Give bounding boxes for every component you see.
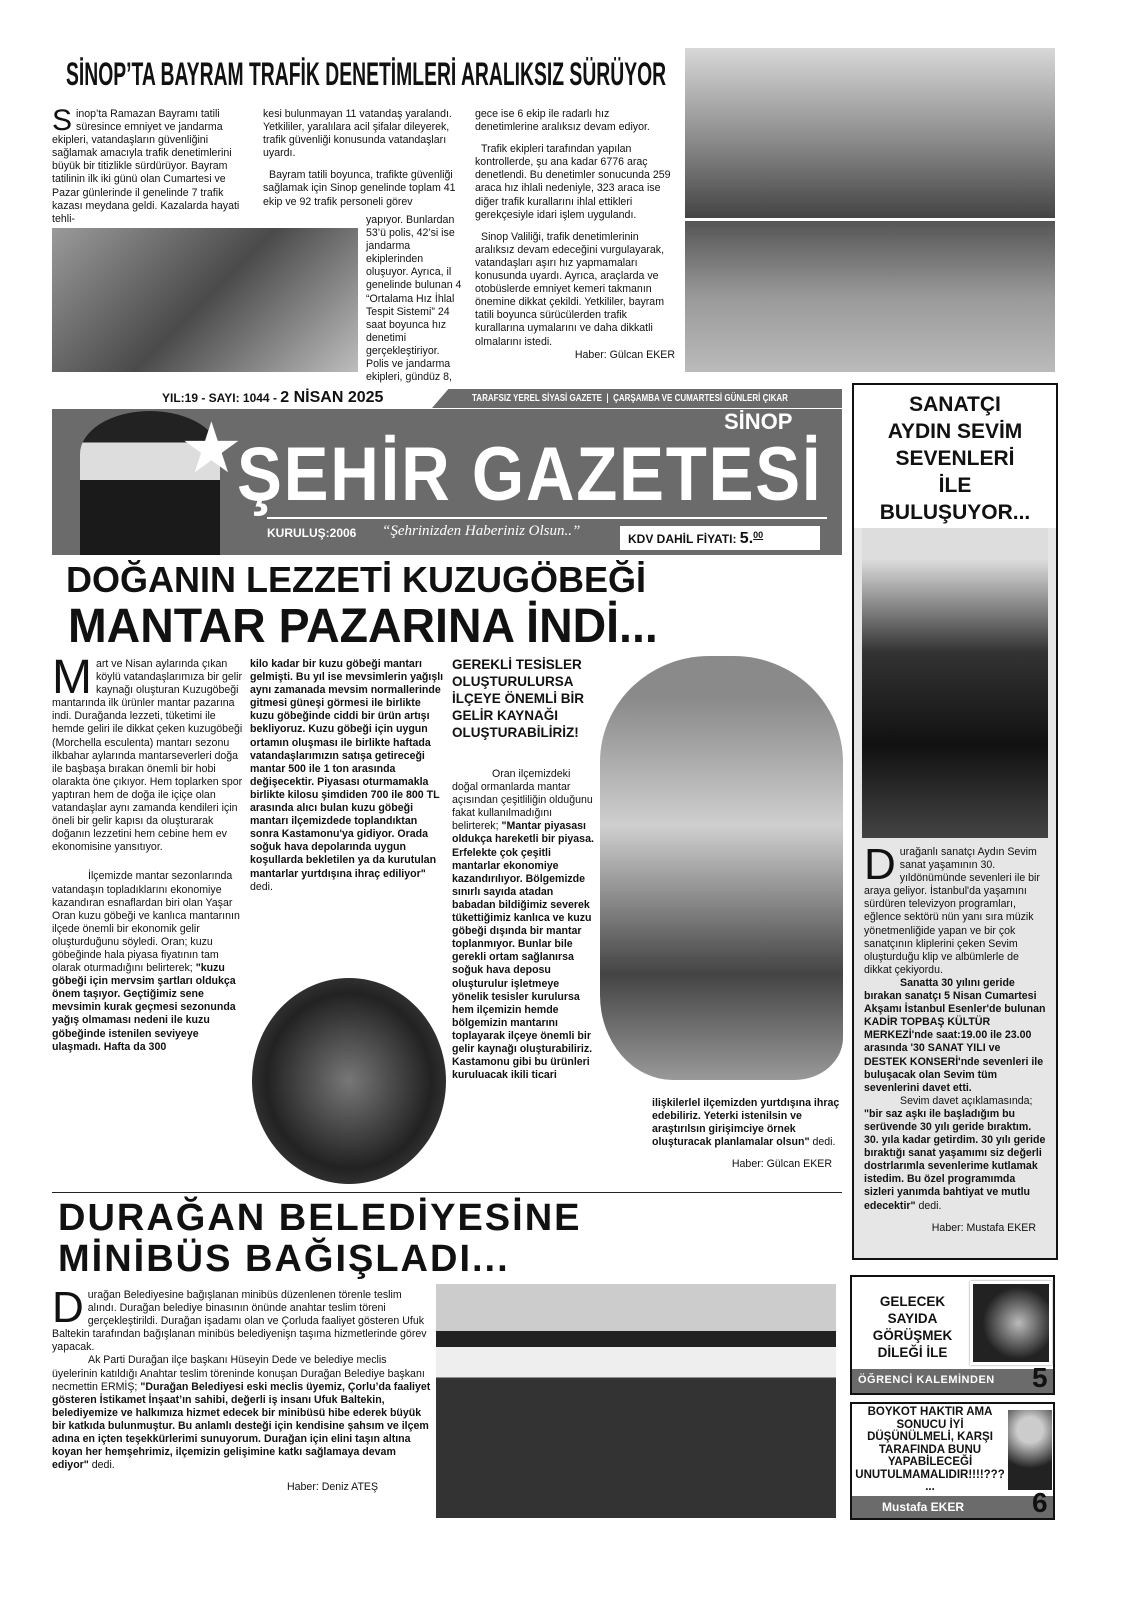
masthead-city: SİNOP [724,409,793,434]
paragraph: Sinop Valiliği, trafik denetimlerinin aralıksız devam edeceğini vurgulayarak, vatandaşları aşırı hız yapmamaları konusunda uyardı. Ayrıca, araçlarda ve otobüslerde emniyet kemeri takmanın önemine dikkat çekildi. Yetkililer, bayram tatili boyunca sürücülerden trafik kurallarına uymalarını ve daha dikkatli olmalarını istedi. [475,230,665,348]
traffic-headline: SİNOP’TA BAYRAM TRAFİK DENETİMLERİ ARALIKSIZ SÜRÜYOR [66,56,667,92]
morel-mushrooms-photo [252,978,446,1184]
page-number: 5 [1032,1362,1048,1393]
paragraph: kesi bulunmayan 11 vatandaş yaralandı. Yetkililer, yaralılara acil şifalar dileyerek, trafik güvenliği konusunda vatandaşları uyardı. [263,108,452,160]
newspaper-title: ŞEHİR GAZETESİ [237,432,823,517]
traffic-col3 [475,108,675,362]
mushroom-col1: Mart ve Nisan aylarında çıkan köylü vatandaşlarımıza bir gelir kaynağı oluşturan Kuzugöbeği mantarında ilk ürünler mantar pazarına indi. Durağanda lezzeti, tüketimi ile hemde geliri ile dikkat çeken kuzugöbeği (Morchella esculenta) mantarı sezonu ilkbahar aylarında mantarseverleri doğa ile başbaşa bırakan önemli bir hobi olarakta öne çıkıyor. Hem toplarken spor yaptıran hem de doğa ile içiçe olan vatandaşlar aynı zamanda kendileri için öneli bir gelir kapısı da oluşturarak doğanın lezzetini hem cebine hem ev ekonomisine yansıtıyor. İlçemizde mantar sezonlarında vatandaşın topladıklarını ekonomiye kazandıran esnaflardan biri olan Yaşar Oran kuzu göbeği ve kanlıca mantarının ilçede önemli bir ekonomik gelir oluşturduğunu söyledi. Oran; kuzu göbeğinde hala piyasa fiyatının tam olarak oturmadığını belirterek; "kuzu göbeği için mervsim şartları oldukça önem taşıyor. Geçtiğimiz sene mevsimin kurak geçmesi sezonunda yağış olmaması nedeni ile kuzu göbeğinde istenilen seviyeye ulaşmadı. Hafta da 300 [52,651,243,1053]
minibus-ceremony-photo [436,1284,836,1518]
traffic-cars-photo [685,221,1055,372]
mushroom-col2: kilo kadar bir kuzu göbeği mantarı gelmişti. Bu yıl ise mevsimlerin yağışlı aynı zamanada mevsim normallerinde gitmesi güneşi görmesi ile birlikte kuzu göbeğinde ciddi bir ürün artışı bekliyoruz. Kuzu göbeği için uygun ortamın oluşması ile birlikte haftada vatandaşlarımızın satışa getireceği mantar 500 ile 1 ton arasında değişecektir. Piyasası oturmamakla birlikte kilosu şimdiden 700 ile 800 TL arasında alıcı bulan kuzu göbeği mantarı ilçemizdede toplandıktan sonra Kastamonu'ya gidiyor. Orada soğuk hava depolarında uygun koşullarda bekletilen ya da kurutulan mantarlar yurtdışına ihraç ediliyor" dedi. [250,658,444,893]
traffic-officers-photo [685,48,1055,218]
author-label: Mustafa EKER [852,1496,1053,1518]
slogan: “Şehrinizden Haberiniz Olsun..” [382,523,581,539]
byline: Haber: Gülcan EKER [574,348,675,361]
mushroom-col3: Oran ilçemizdeki doğal ormanlarda mantar açısından çeşitliliğin olduğunu fakat kullanılmadığını belirterek; "Mantar piyasası oldukça hareketli bir piyasa. Erfelekte çok çeşitli mantarlar ekonomiye kazandırılıyor. Bölgemizde sınırlı sayıda atadan babadan bildiğimiz severek tükettiğimiz kanlıca ve kuzu göbeği dışında bir mantar toplanmıyor. Bunlar bile gerekli ortam sağlanırsa soğuk hava deposu oluşturulur işletmeye yönelik tesisler kurulursa hem ilçemizin hemde bölgemizin mantarını toplayarak ilçeye önemli bir gelir kaynağı oluşturabiliriz. Kastamonu gibi bu ürünleri kuruluacak ikili ticari [452,768,594,1082]
byline: Haber: Deniz ATEŞ [287,1481,379,1494]
issue-number: YIL:19 - SAYI: 1044 - 2 NİSAN 2025 [162,389,384,406]
promo-text: BOYKOT HAKTIR AMA SONUCU İYİ DÜŞÜNÜLMELİ, KARŞI TARAFINDA BUNU YAPABİLECEĞİ UNUTULMAMALIDIR!!!!???... [855,1406,1005,1493]
drop-cap: D [52,1283,84,1332]
paragraph: Sanatta 30 yılını geride bırakan sanatçı 5 Nisan Cumartesi Akşamı İstanbul Esenler'de bulunan KADİR TOPBAŞ KÜLTÜR MERKEZİ'nde saat:19.00 ile 23.00 arasında '30 SANAT YILI ve DESTEK KONSERİ'nde sevenleri ile buluşacak olan Sevim tüm sevenlerini davet etti. [864,976,1046,1094]
minibus-headline-line1: DURAĞAN BELEDİYESİNE [58,1197,582,1239]
mushroom-headline: MANTAR PAZARINA İNDİ... [68,600,658,653]
masthead-tagline: TARAFSIZ YEREL SİYASİ GAZETE | ÇARŞAMBA VE CUMARTESİ GÜNLERİ ÇIKAR [472,393,788,404]
masthead [52,383,842,555]
mushroom-col4: ilişkilerlel ilçemizden yurtdışına ihraç edebiliriz. Yeterki istenilsin ve araştırılsın girişimciye örnek oluşturacak planlamalar olsun" dedi. Haber: Gülcan EKER [652,1097,842,1171]
promo-student-column[interactable] [850,1275,1055,1395]
columnist-photo [970,1281,1052,1365]
founded: KURULUŞ:2006 [267,526,357,540]
artist-text: Durağanlı sanatçı Aydın Sevim sanat yaşamının 30. yıldönümünde sevenleri ile bir araya geliyor. İstanbul'da yaşamını sürdüren televizyon programları, eğlence sektörü nün yanı sıra müzik yönetmenliğide yapan ve bir çok sanatçının kliplerini çeken Sevim oluşturduğu klip ve albümlerle de dikkat çekiyordu. Sanatta 30 yılını geride bırakan sanatçı 5 Nisan Cumartesi Akşamı İstanbul Esenler'de bulunan KADİR TOPBAŞ KÜLTÜR MERKEZİ'nde saat:19.00 ile 23.00 arasında '30 SANAT YILI ve DESTEK KONSERİ'nde sevenleri ile buluşacak olan Sevim tüm sevenlerini davet etti. Sevim davet açıklamasında; "bir saz aşkı ile başladığım bu serüvende 30 yılı geride bıraktım. 30. yıla kadar getirdim. 30 yılı geride bıraktığı sanat yaşamımı siz değerli dostrlarımla sevenlerime kutlamak istedim. Bu özel programımda sizleri yanımda bahtiyat ve mutlu edecektir" dedi. Haber: Mustafa EKER [864,840,1046,1234]
traffic-checkpoint-photo [52,228,358,372]
minibus-text: Durağan Belediyesine bağışlanan minibüs düzenlenen törenle teslim alındı. Durağan belediye binasının önünde anahtar teslim töreni gerçekleştirildi. Durağan işadamı olan ve Çorluda faaliyet gösteren Ufuk Baltekin tarafından bağışlanan minibüs belediyenişn taşıma hizmetlerinde görev yapacak. Ak Parti Durağan ilçe başkanı Hüseyin Dede ve belediye meclis üyelerinin katıldığı Anahtar teslim töreninde konuşan Durağan Belediye başkanı necmettin ERMİŞ; "Durağan Belediyesi eski meclis üyemiz, Çorlu’da faaliyet gösteren İstikamet İnşaat’ın sahibi, değerli iş insanı Ufuk Baltekin, belediyemize ve halkımıza hizmet edecek bir minibüsü hibe ederek büyük bir katkıda bulunmuştur. Bu anlamlı desteği için kendisine şahsım ve ilçem adına en içten teşekkürlerimi sunuyorum. Durağan için elini taşın altına koyan her hemşehrimiz, ilçemizin gelişimine katkı sağlamaya devam ediyor" dedi. Haber: Deniz ATEŞ [52,1283,431,1494]
mushroom-subhead: GEREKLİ TESİSLER OLUŞTURULURSA İLÇEYE ÖNEMLİ BİR GELİR KAYNAĞI OLUŞTURABİLİRİZ! [452,657,585,740]
drop-cap: D [864,840,896,889]
drop-cap: M [52,651,92,704]
columnist-photo [1008,1410,1052,1490]
byline: Haber: Mustafa EKER [931,1221,1036,1234]
promo-boycott-column[interactable] [850,1402,1055,1520]
section-label: ÖĞRENCİ KALEMİNDEN [852,1369,1053,1393]
paragraph: inop’ta Ramazan Bayramı tatili süresince emniyet ve jandarma ekipleri, vatandaşların güvenliğini sağlamak amacıyla trafik denetimlerini büyük bir titizlikle sürdürüyor. Bayram tatilinin ilk iki günü olan Cumartesi ve Pazar günlerinde il genelinde 7 trafik kazası meydana geldi. Kazalarda hayati tehli- [52,108,240,225]
minibus-headline-line2: MİNİBÜS BAĞIŞLADI... [58,1238,510,1280]
issue-date: 2 NİSAN 2025 [280,389,384,406]
traffic-col2 [263,108,463,218]
byline: Haber: Gülcan EKER [731,1158,832,1171]
paragraph: Trafik ekipleri tarafından yapılan kontrollerde, şu ana kadar 6776 araç denetlendi. Bu denetimler sonucunda 259 araca hız ihlali nedeniyle, 323 araca ise diğer trafik kurallarını ihlal ettikleri gerekçesiyle idari işlem uygulandı. [475,143,671,221]
promo-text: GELECEK SAYIDA GÖRÜŞMEK DİLEĞİ İLE [872,1294,953,1360]
artist-title: SANATÇI AYDIN SEVİM SEVENLERİ İLE BULUŞUYOR... [854,385,1056,528]
mushroom-kicker: DOĞANIN LEZZETİ KUZUGÖBEĞİ [66,559,646,600]
paragraph: Bayram tatili boyunca, trafikte güvenliği sağlamak için Sinop genelinde toplam 41 ekip ve 92 trafik personeli görev [263,169,456,208]
artist-photo [862,528,1048,838]
star-icon: ★ [180,409,243,487]
drop-cap: S [52,104,73,137]
artist-sidebar [852,383,1058,1260]
traffic-col1 [52,104,250,226]
price-box: KDV DAHİL FİYATI: 5.00 [620,526,820,550]
paragraph: gece ise 6 ekip ile radarlı hız denetimlerine aralıksız devam ediyor. [475,108,650,134]
traffic-col2-continued: yapıyor. Bunlardan 53’ü polis, 42’si ise jandarma ekiplerinden oluşuyor. Ayrıca, il genelinde bulunan 4 “Ortalama Hız İhlal Tespit Sistemi” 24 saat boyunca hız denetimi gerçekleştiriyor. Polis ve jandarma ekipleri, gündüz 8, [366,214,462,384]
page-number: 6 [1032,1487,1048,1518]
